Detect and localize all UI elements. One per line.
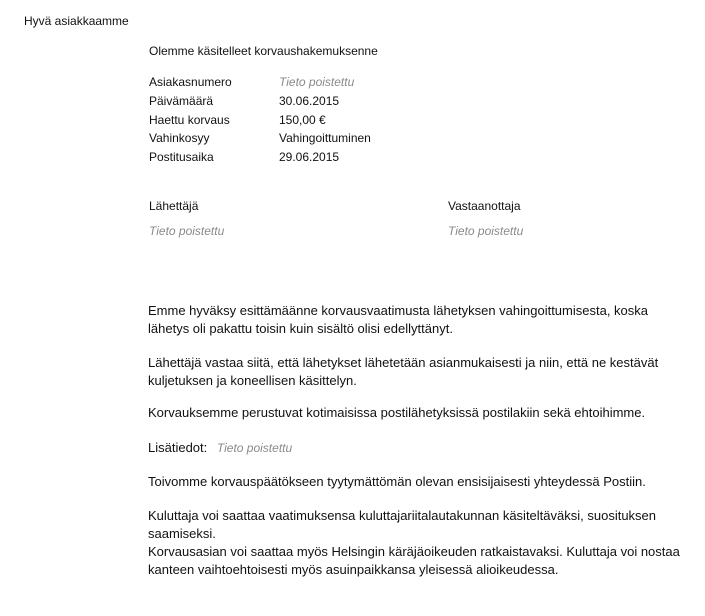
paragraph-rejection bbox=[148, 302, 688, 338]
detail-value-posting-time: 29.06.2015 bbox=[279, 150, 340, 164]
detail-label-claimed-amount: Haettu korvaus bbox=[149, 113, 230, 127]
additional-info-value: Tieto poistettu bbox=[216, 441, 293, 455]
paragraph-contact-posti bbox=[148, 473, 688, 491]
greeting: Hyvä asiakkaamme bbox=[24, 14, 129, 28]
paragraph-line: saamiseksi. bbox=[148, 526, 216, 541]
paragraph-legal-basis bbox=[148, 404, 688, 422]
detail-value-date: 30.06.2015 bbox=[279, 94, 340, 108]
additional-info-label: Lisätiedot: bbox=[148, 440, 208, 455]
paragraph-line: kanteen vaihtoehtoisesti myös asuinpaikkansa yleisessä alioikeudessa. bbox=[148, 562, 559, 577]
detail-value-damage-cause: Vahingoittuminen bbox=[279, 131, 371, 145]
paragraph-line: Korvauksemme perustuvat kotimaisissa postilähetyksissä postilakiin sekä ehtoihimme. bbox=[148, 405, 646, 420]
paragraph-line: kuljetuksen ja koneellisen käsittelyn. bbox=[148, 373, 357, 388]
paragraph-line: Toivomme korvauspäätökseen tyytymättömän olevan ensisijaisesti yhteydessä Postiin. bbox=[148, 474, 646, 489]
paragraph-line: Kuluttaja voi saattaa vaatimuksensa kuluttajariitalautakunnan käsiteltäväksi, suosituksen bbox=[148, 508, 657, 523]
detail-label-damage-cause: Vahinkosyy bbox=[149, 131, 210, 145]
paragraph-additional-info bbox=[148, 439, 688, 457]
detail-label-date: Päivämäärä bbox=[149, 94, 214, 108]
paragraph-sender-responsibility bbox=[148, 354, 688, 390]
recipient-label: Vastaanottaja bbox=[448, 199, 521, 213]
detail-label-customer-number: Asiakasnumero bbox=[149, 75, 232, 89]
paragraph-line: lähetys oli pakattu toisin kuin sisältö olisi edellyttänyt. bbox=[148, 321, 453, 336]
sender-value: Tieto poistettu bbox=[149, 224, 225, 238]
recipient-value: Tieto poistettu bbox=[448, 224, 524, 238]
sender-label: Lähettäjä bbox=[149, 199, 199, 213]
paragraph-line: Emme hyväksy esittämäänne korvausvaatimusta lähetyksen vahingoittumisesta, koska bbox=[148, 303, 649, 318]
letter-heading: Olemme käsitelleet korvaushakemuksenne bbox=[149, 44, 378, 58]
paragraph-appeal bbox=[148, 507, 688, 579]
detail-value-claimed-amount: 150,00 € bbox=[279, 113, 326, 127]
detail-value-customer-number: Tieto poistettu bbox=[279, 75, 355, 89]
paragraph-line: Korvausasian voi saattaa myös Helsingin käräjäoikeuden ratkaistavaksi. Kuluttaja voi nostaa bbox=[148, 544, 680, 559]
paragraph-line: Lähettäjä vastaa siitä, että lähetykset lähetetään asianmukaisesti ja niin, että ne kestävät bbox=[148, 355, 659, 370]
detail-label-posting-time: Postitusaika bbox=[149, 150, 214, 164]
